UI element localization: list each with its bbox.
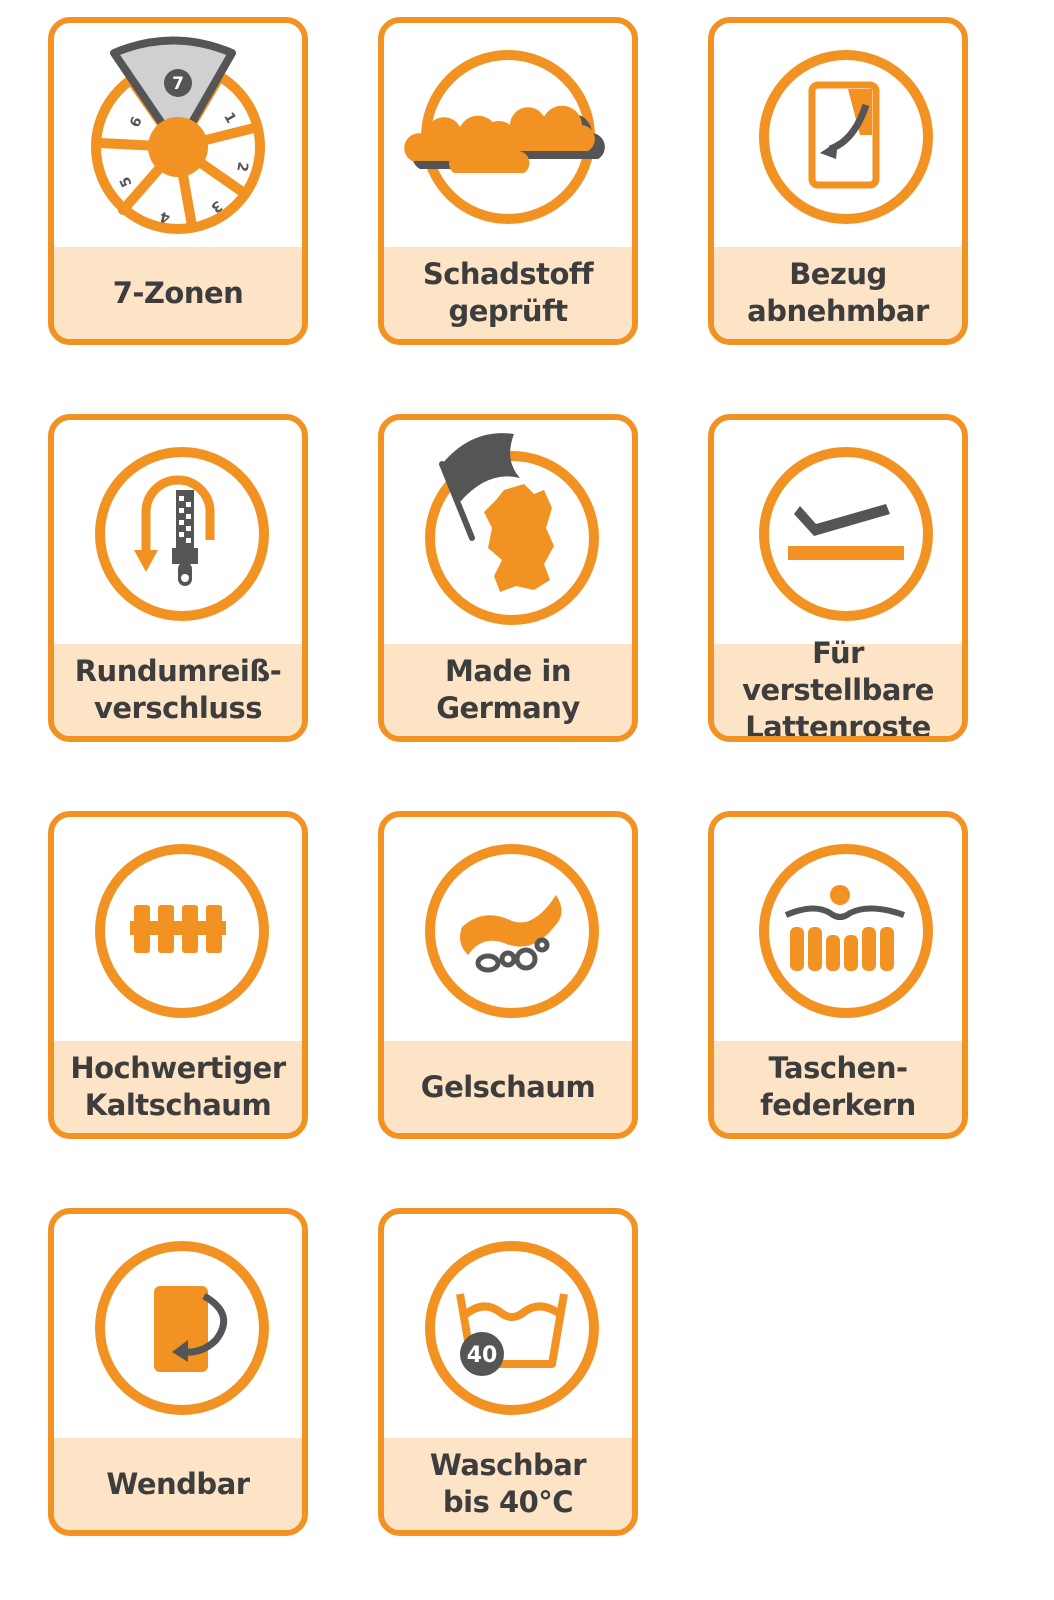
feature-label: Made in Germany [436, 654, 580, 725]
feature-card-7-zonen [48, 17, 308, 345]
feature-label: Schadstoff geprüft [422, 257, 594, 328]
feature-label: Gelschaum [420, 1069, 596, 1104]
seven-zones-wheel-icon [54, 23, 302, 255]
wheel-number-4: 4 [158, 207, 172, 226]
wheel-number-5: 5 [117, 173, 136, 190]
wheel-number-3: 3 [207, 196, 225, 216]
feature-card-taschenfederkern [708, 811, 968, 1139]
feature-label: Wendbar [106, 1466, 250, 1501]
wheel-number-6: 6 [127, 114, 146, 131]
feature-card-lattenroste [708, 414, 968, 742]
adjustable-slatted-frame-icon [714, 420, 962, 652]
removable-cover-icon [714, 23, 962, 255]
feature-label: Für verstellbare Lattenroste [742, 635, 934, 742]
feature-label: Rundumreiß- verschluss [74, 654, 282, 725]
feature-card-reissverschluss [48, 414, 308, 742]
zipper-icon [54, 420, 302, 652]
turnable-mattress-icon [54, 1214, 302, 1446]
wheel-number-7: 7 [172, 74, 184, 94]
feature-card-schadstoff [378, 17, 638, 345]
feature-card-kaltschaum [48, 811, 308, 1139]
wash-temperature: 40 [466, 1343, 498, 1368]
feature-card-made-in-germany [378, 414, 638, 742]
feature-label: Waschbar bis 40°C [429, 1448, 587, 1519]
germany-flag-icon [384, 420, 632, 652]
feature-card-bezug [708, 17, 968, 345]
pocket-spring-icon [714, 817, 962, 1049]
gel-foam-icon [384, 817, 632, 1049]
cold-foam-icon [54, 817, 302, 1049]
wheel-number-1: 1 [220, 109, 239, 127]
feature-label: Hochwertiger Kaltschaum [70, 1051, 286, 1122]
feature-card-gelschaum [378, 811, 638, 1139]
wash-40-icon [384, 1214, 632, 1446]
feature-card-wendbar [48, 1208, 308, 1536]
feature-label: 7-Zonen [112, 275, 244, 310]
wheel-number-2: 2 [233, 160, 251, 173]
feature-label: Bezug abnehmbar [747, 257, 929, 328]
clouds-icon [384, 23, 632, 255]
feature-card-waschbar [378, 1208, 638, 1536]
feature-label: Taschen- federkern [760, 1051, 916, 1122]
